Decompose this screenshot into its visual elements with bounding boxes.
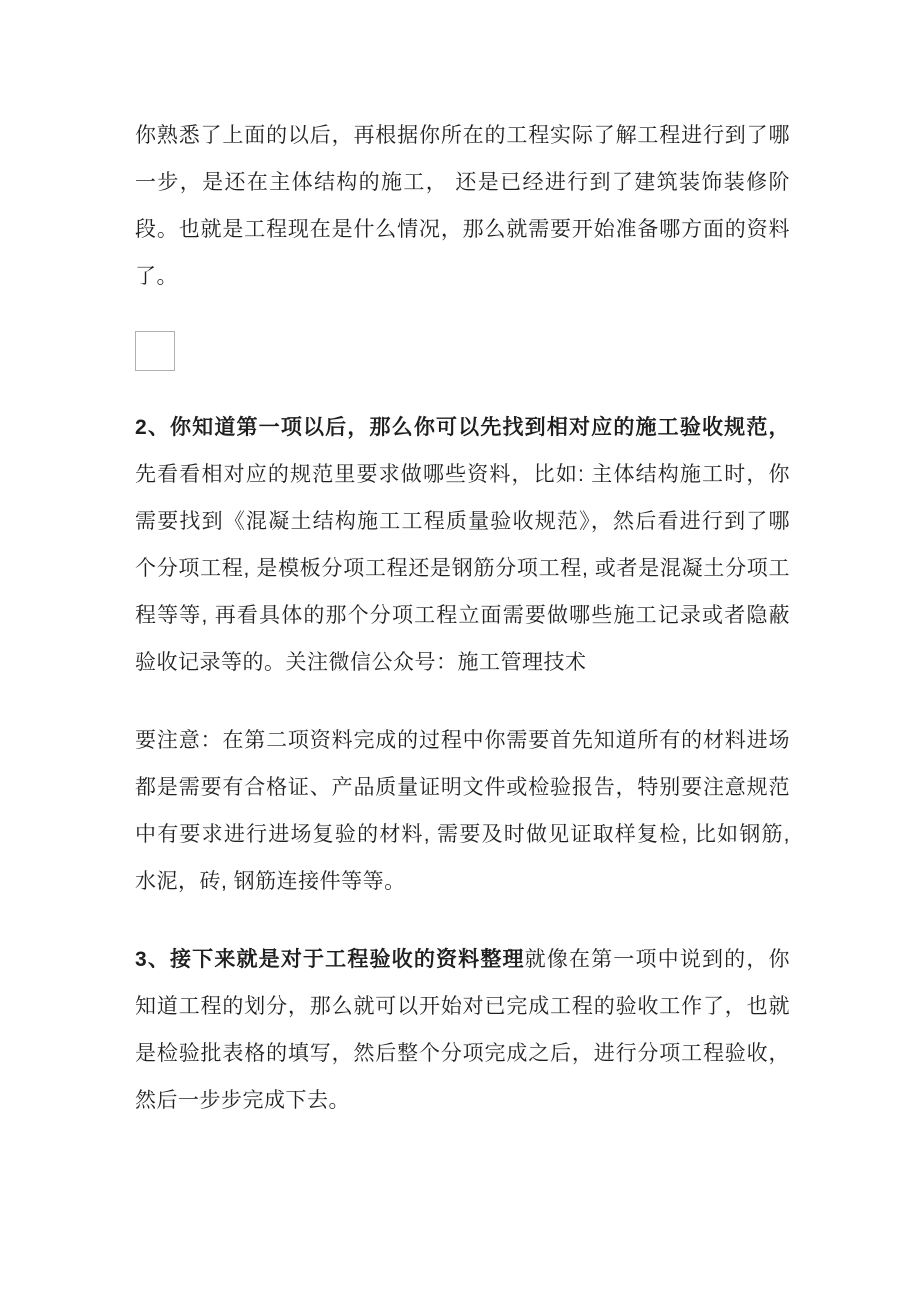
paragraph-item-2-text: 先看看相对应的规范里要求做哪些资料，比如: 主体结构施工时，你需要找到《混凝土结构施工工程质量验收规范》，然后看进行到了哪个分项工程, 是模板分项工程还是钢筋分项工程, 或者是混凝土分项工程等等, 再看具体的那个分项工程立面需要做哪些施工记录或者隐蔽验收记录等的。关注微信公众号：施工管理技术 [135, 463, 790, 674]
paragraph-note-text: 要注意：在第二项资料完成的过程中你需要首先知道所有的材料进场都是需要有合格证、产品质量证明文件或检验报告，特别要注意规范中有要求进行进场复验的材料, 需要及时做见证取样复检, 比如钢筋, 水泥，砖, 钢筋连接件等等。 [135, 729, 790, 893]
paragraph-intro-text: 你熟悉了上面的以后，再根据你所在的工程实际了解工程进行到了哪一步，是还在主体结构的施工， 还是已经进行到了建筑装饰装修阶段。也就是工程现在是什么情况，那么就需要开始准备哪方面的资料了。 [135, 124, 790, 288]
image-placeholder [135, 331, 175, 371]
paragraph-item-2-heading: 2、你知道第一项以后，那么你可以先找到相对应的施工验收规范， [135, 416, 790, 439]
paragraph-intro [135, 112, 790, 300]
paragraph-note [135, 717, 790, 905]
paragraph-item-3 [135, 936, 790, 1124]
paragraph-item-2 [135, 404, 790, 686]
paragraph-item-3-heading: 3、接下来就是对于工程验收的资料整理 [135, 948, 525, 971]
paragraph-item-3-text: 就像在第一项中说到的，你知道工程的划分，那么就可以开始对已完成工程的验收工作了，也就是检验批表格的填写，然后整个分项完成之后，进行分项工程验收，然后一步步完成下去。 [135, 948, 790, 1112]
